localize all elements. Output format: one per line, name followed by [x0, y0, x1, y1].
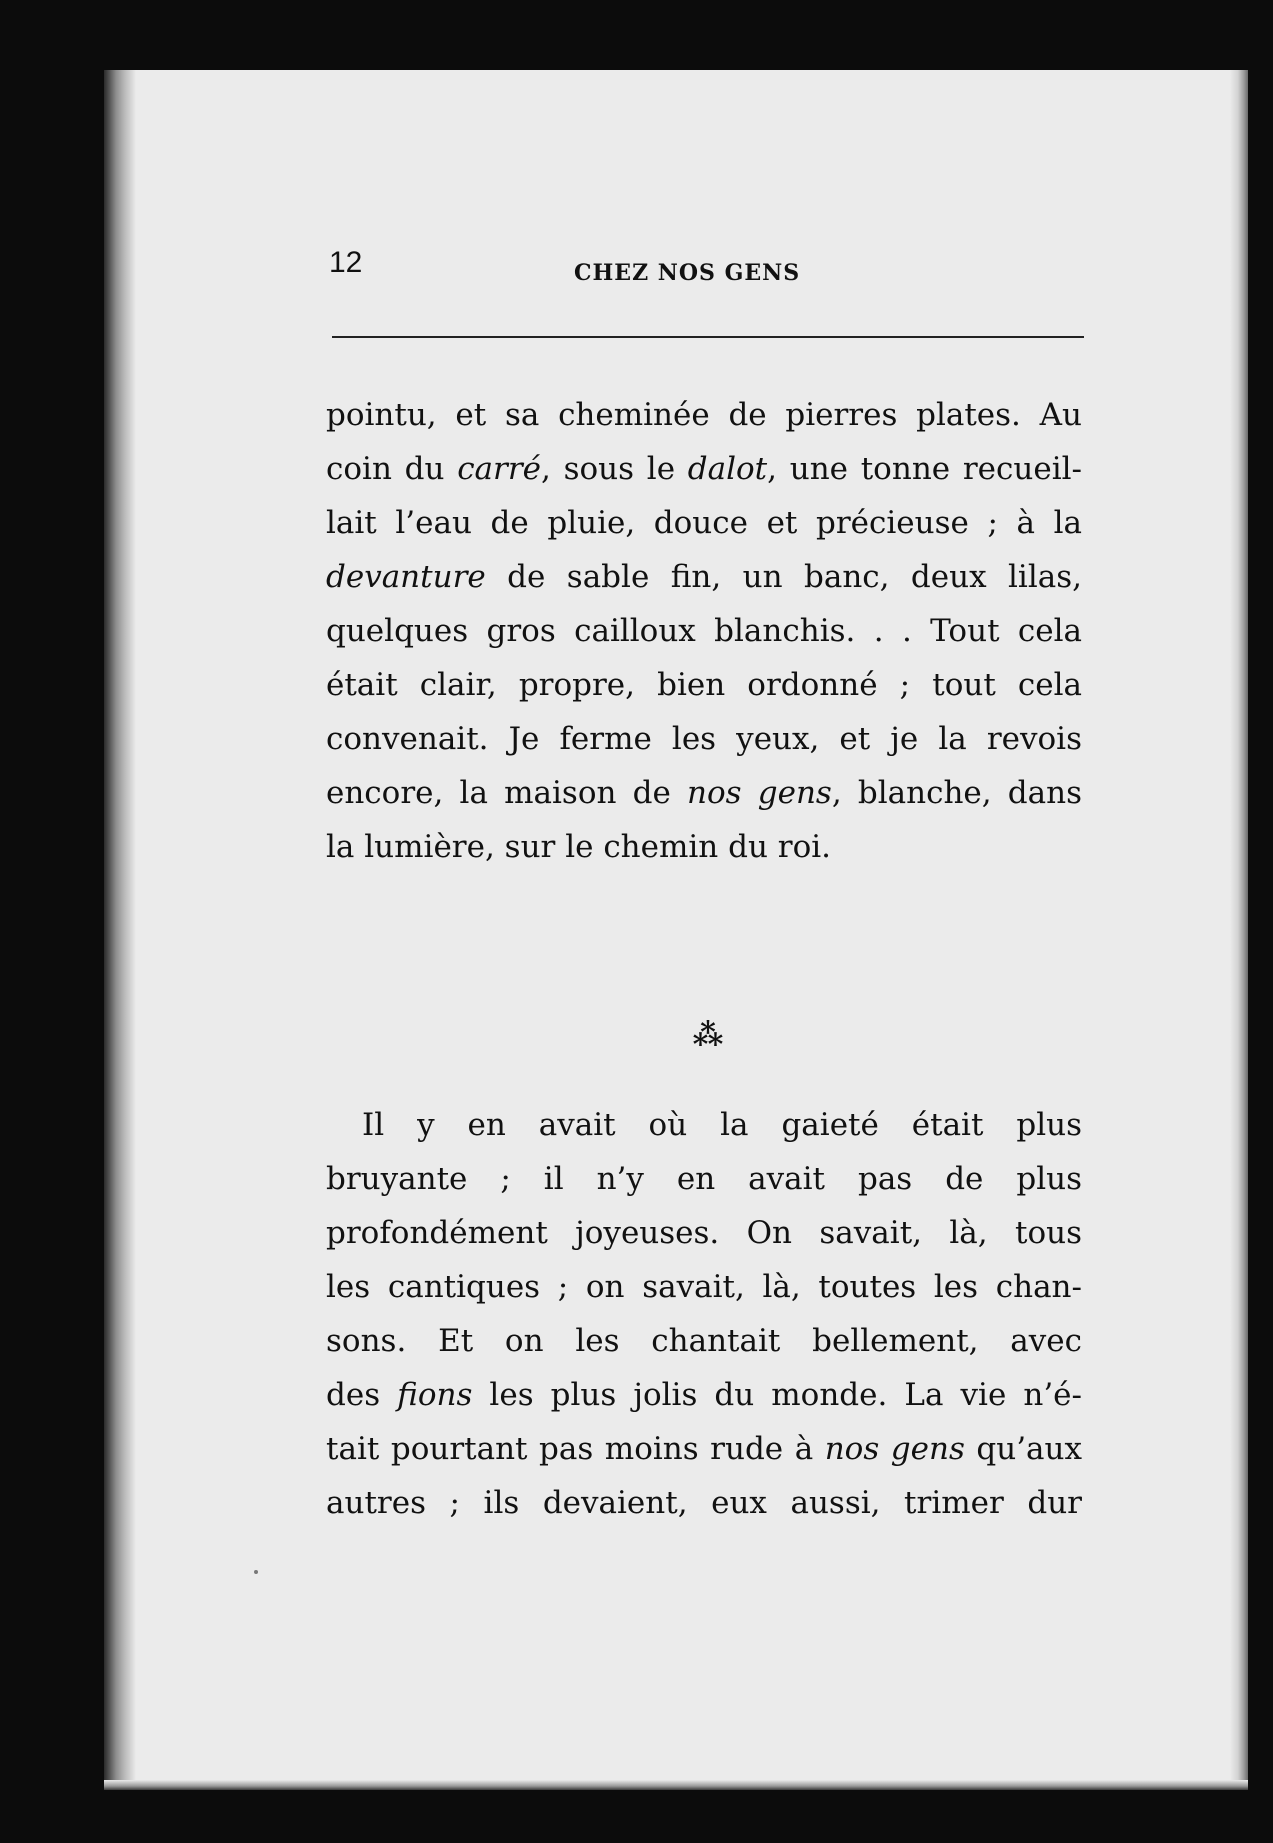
text-line [326, 1098, 1082, 1152]
text-run: la lumière, sur le chemin du roi. [326, 829, 832, 865]
text-line [326, 1476, 1082, 1530]
text-run: autres ; ils devaient, eux aussi, trimer dur [326, 1485, 1082, 1521]
text-run: tait pourtant pas moins rude à [326, 1431, 825, 1467]
text-line [326, 1260, 1082, 1314]
text-line [326, 1314, 1082, 1368]
text-run: était clair, propre, bien ordonné ; tout cela [326, 667, 1082, 703]
text-run: des [326, 1377, 398, 1413]
text-run: , une tonne recueil- [767, 451, 1082, 487]
text-run: , sous le [541, 451, 688, 487]
italic-term: nos gens [824, 1431, 965, 1467]
text-run: quelques gros cailloux blanchis. . . Tout cela [326, 613, 1082, 649]
text-line [326, 766, 1082, 820]
text-run: les cantiques ; on savait, là, toutes les chan- [326, 1269, 1082, 1305]
text-line [326, 1206, 1082, 1260]
text-run: coin du [326, 451, 458, 487]
speck [254, 1570, 258, 1574]
text-run: profondément joyeuses. On savait, là, tous [326, 1215, 1082, 1251]
page-number: 12 [329, 246, 363, 279]
italic-term: dalot [687, 451, 768, 487]
text-line [326, 1368, 1082, 1422]
paragraph-1 [326, 388, 1082, 874]
text-run: qu’aux [964, 1431, 1082, 1467]
italic-term: fions [397, 1377, 473, 1413]
text-run: lait l’eau de pluie, douce et précieuse ; à la [326, 505, 1082, 541]
text-run: encore, la maison de [326, 775, 688, 811]
text-line [326, 388, 1082, 442]
italic-term: carré [457, 451, 542, 487]
text-run: sons. Et on les chantait bellement, avec [326, 1323, 1082, 1359]
text-line [326, 658, 1082, 712]
text-run: de sable fin, un banc, deux lilas, [485, 559, 1082, 595]
text-line [326, 442, 1082, 496]
text-run: , blanche, dans [831, 775, 1082, 811]
text-line [326, 496, 1082, 550]
text-run: Il y en avait où la gaieté était plus [362, 1107, 1082, 1143]
asterism-separator: ⁂ [692, 1018, 726, 1053]
paragraph-2 [326, 1098, 1082, 1530]
text-run: pointu, et sa cheminée de pierres plates. Au [326, 397, 1082, 433]
italic-term: devanture [326, 559, 486, 595]
page-binding-shadow [104, 70, 136, 1790]
text-run: les plus jolis du monde. La vie n’é- [472, 1377, 1082, 1413]
text-line [326, 712, 1082, 766]
page-right-edge [1230, 70, 1248, 1790]
text-line [326, 1152, 1082, 1206]
text-line [326, 820, 1082, 874]
text-line [326, 604, 1082, 658]
page-bottom-edge [104, 1780, 1248, 1790]
text-run: convenait. Je ferme les yeux, et je la revois [326, 721, 1082, 757]
book-page [104, 70, 1248, 1790]
text-line [326, 1422, 1082, 1476]
text-line [326, 550, 1082, 604]
italic-term: nos gens [687, 775, 832, 811]
text-run: bruyante ; il n’y en avait pas de plus [326, 1161, 1082, 1197]
running-title: CHEZ NOS GENS [574, 260, 801, 286]
header-rule [332, 336, 1084, 338]
